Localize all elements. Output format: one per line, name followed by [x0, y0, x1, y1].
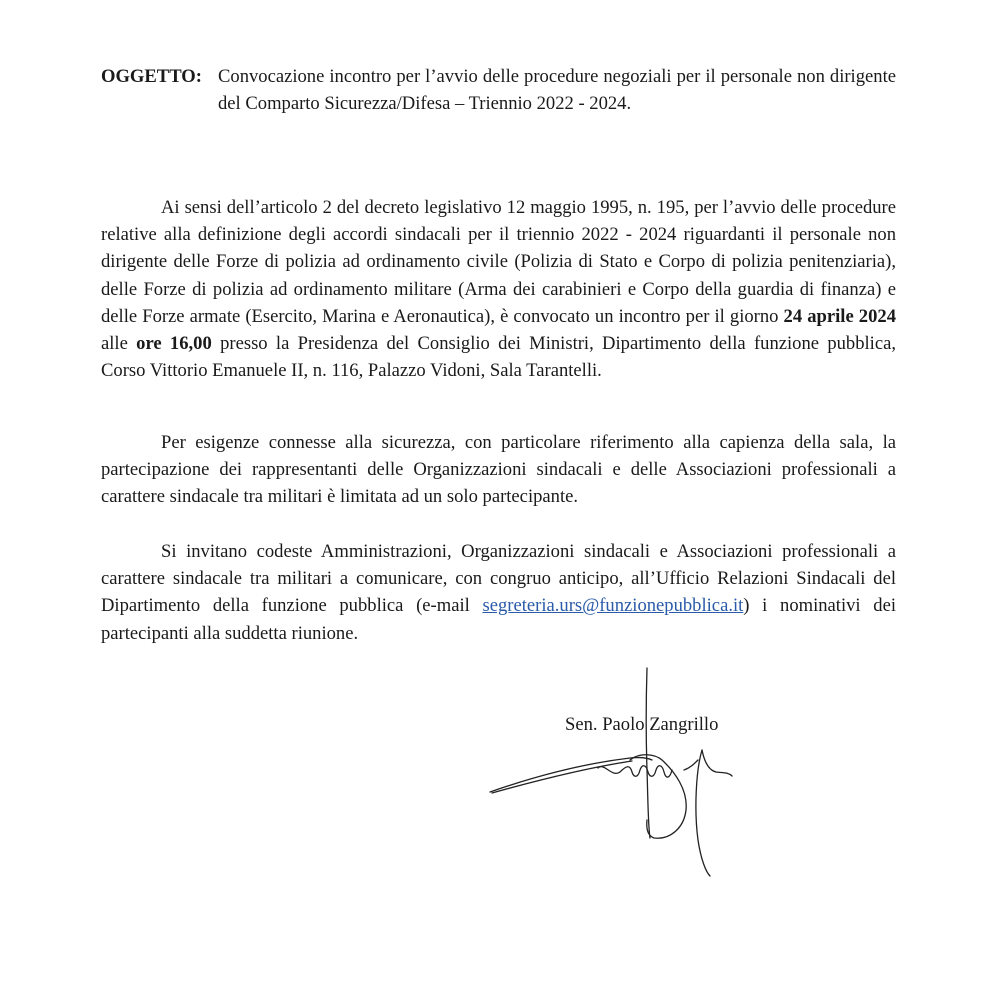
paragraph-invitation-text: Si invitano codeste Amministrazioni, Organizzazioni sindacali e Associazioni professionali a carattere sindacale tra militari a comunicare, con congruo anticipo, all’Ufficio Relazioni Sindacali del Dipartimento della funzione pubblica (e-mail [101, 541, 896, 617]
paragraph-convocation [101, 194, 896, 384]
meeting-time: ore 16,00 [136, 333, 212, 355]
handwritten-signature-icon [480, 660, 780, 890]
signer-name: Sen. Paolo Zangrillo [565, 714, 719, 735]
paragraph-convocation-connector: alle [101, 333, 137, 355]
subject-block [101, 63, 896, 117]
paragraph-convocation-location: presso la Presidenza del Consiglio dei Ministri, Dipartimento della funzione pubblica, Corso Vittorio Emanuele II, n. 116, Palazzo Vidoni, Sala Tarantelli. [101, 333, 896, 382]
email-link[interactable]: segreteria.urs@funzionepubblica.it [482, 595, 744, 617]
paragraph-security [101, 429, 896, 511]
subject-text: Convocazione incontro per l’avvio delle procedure negoziali per il personale non dirigente del Comparto Sicurezza/Difesa – Triennio 2022 - 2024. [218, 66, 896, 114]
paragraph-invitation [101, 538, 896, 647]
paragraph-security-text: Per esigenze connesse alla sicurezza, con particolare riferimento alla capienza della sala, la partecipazione dei rappresentanti delle Organizzazioni sindacali e delle Associazioni professionali a carattere sindacale tra militari è limitata ad un solo partecipante. [101, 432, 896, 508]
paragraph-invitation-closing: ) i nominativi dei partecipanti alla suddetta riunione. [101, 595, 896, 644]
meeting-date: 24 aprile 2024 [783, 305, 896, 327]
subject-label: OGGETTO: [101, 66, 202, 87]
paragraph-convocation-text: Ai sensi dell’articolo 2 del decreto legislativo 12 maggio 1995, n. 195, per l’avvio delle procedure relative alla definizione degli accordi sindacali per il triennio 2022 - 2024 riguardanti il personale non dirigente delle Forze di polizia ad ordinamento civile (Polizia di Stato e Corpo di polizia penitenziaria), delle Forze di polizia ad ordinamento militare (Arma dei carabinieri e Corpo della guardia di finanza) e delle Forze armate (Esercito, Marina e Aeronautica), è convocato un incontro per il giorno [101, 197, 896, 327]
